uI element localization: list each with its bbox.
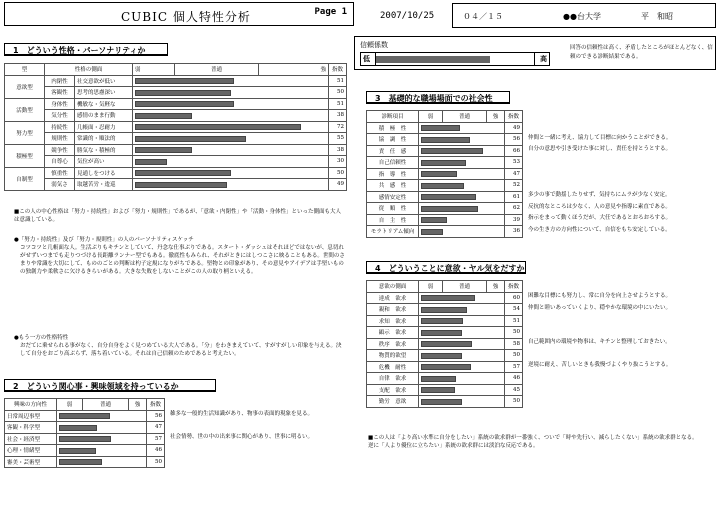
item-cell: 物質的欲望: [367, 350, 419, 362]
table-row: [367, 191, 523, 203]
item-cell: 共 感 性: [367, 180, 419, 192]
col-index: 指数: [505, 111, 523, 123]
trait-desc-cell: 几帳面・忍耐力: [75, 121, 133, 133]
row-comment: 今の生き方の方向性について、自信をもち安定している。: [528, 226, 671, 233]
trait-cell: 慎重性: [45, 167, 75, 179]
bar-cell: [419, 350, 505, 362]
score-bar: [135, 170, 231, 176]
score-bar: [421, 148, 483, 154]
trait-desc-cell: 取越苦労・逡巡: [75, 179, 133, 191]
score-bar: [135, 182, 227, 188]
reliability-meter: [360, 52, 550, 66]
score-bar: [421, 341, 472, 347]
index-cell: 50: [505, 350, 523, 362]
score-bar: [421, 171, 457, 177]
table-row: [5, 144, 347, 156]
motivation-table: [366, 280, 523, 408]
col-strong: 強: [487, 111, 505, 123]
bar-cell: [57, 445, 147, 457]
index-cell: 38: [329, 110, 347, 122]
index-cell: 58: [505, 338, 523, 350]
index-cell: 53: [505, 157, 523, 169]
index-cell: 51: [329, 98, 347, 110]
bar-cell: [419, 168, 505, 180]
row-comment: [528, 121, 718, 133]
col-normal: 普通: [83, 399, 129, 411]
index-cell: 55: [329, 133, 347, 145]
bar-cell: [419, 327, 505, 339]
examinee-school: ●●台大学: [563, 12, 601, 21]
table-row: [367, 396, 523, 408]
score-bar: [59, 448, 96, 454]
row-comment: [528, 314, 718, 326]
item-cell: 自 主 性: [367, 214, 419, 226]
item-cell: 親和 欲求: [367, 304, 419, 316]
table-row: [5, 133, 347, 145]
report-title-box: [4, 2, 354, 26]
section4-title: 4 どういうことに意欲・ヤル気をだすか: [366, 261, 526, 274]
personality-table: [4, 63, 347, 191]
col-strong: 強: [487, 281, 505, 293]
score-bar: [59, 436, 111, 442]
index-cell: 57: [147, 433, 165, 445]
item-cell: 感情安定性: [367, 191, 419, 203]
item-cell: 審美・芸術型: [5, 456, 57, 468]
item-cell: 顕示 欲求: [367, 327, 419, 339]
row-comment: 仲間と一緒に考え、協力して目標に向かうことができる。: [528, 134, 672, 141]
page-number: Page 1: [314, 7, 347, 17]
row-comment: [170, 444, 350, 456]
examinee-box: [452, 3, 716, 28]
trait-cell: 内閉性: [45, 75, 75, 87]
score-bar: [421, 137, 470, 143]
col-category: 興味の方向性: [5, 399, 57, 411]
table-row: [367, 350, 523, 362]
row-comment: [528, 167, 718, 179]
table-header-row: [5, 64, 347, 76]
score-bar: [135, 147, 192, 153]
reliability-low: 低: [363, 54, 370, 63]
score-bar: [421, 364, 471, 370]
examinee-id: ０４／１５: [463, 12, 503, 21]
score-bar: [135, 136, 246, 142]
index-cell: 47: [505, 168, 523, 180]
item-cell: 達成 欲求: [367, 292, 419, 304]
table-row: [367, 373, 523, 385]
trait-desc-cell: 社交意欲が低い: [75, 75, 133, 87]
bar-cell: [133, 144, 329, 156]
bar-cell: [419, 180, 505, 192]
trait-cell: 弱気さ: [45, 179, 75, 191]
table-row: [367, 203, 523, 215]
bar-cell: [419, 315, 505, 327]
item-cell: 勤労 意欲: [367, 396, 419, 408]
index-cell: 30: [329, 156, 347, 168]
bar-cell: [419, 384, 505, 396]
trait-desc-cell: 思考的思慮深い: [75, 87, 133, 99]
score-bar: [421, 194, 476, 200]
score-bar: [59, 459, 102, 465]
row-comment: 社会情勢、世の中の出来事に関心があり、世事に明るい。: [170, 434, 314, 440]
bar-cell: [419, 203, 505, 215]
item-cell: 日常周辺事型: [5, 410, 57, 422]
table-row: [367, 292, 523, 304]
trait-cell: 持続性: [45, 121, 75, 133]
index-cell: 47: [147, 422, 165, 434]
section1-summary: ■この人の中心性格は「努力・持続性」および「努力・規則性」であるが、「意欲・内閉性」や「活動・身体性」といった側面も大人は意識している。: [14, 209, 341, 223]
table-row: [367, 315, 523, 327]
score-bar: [135, 78, 234, 84]
type-cell: 積極型: [5, 144, 45, 167]
row-comment: 雑多な一般的生活知識があり、物事の表面的現象を見る。: [170, 411, 314, 417]
trait-desc-cell: 勝気な・積極的: [75, 144, 133, 156]
table-row: [5, 110, 347, 122]
examinee-name: 平 和昭: [641, 12, 673, 21]
index-cell: 46: [505, 373, 523, 385]
bar-cell: [419, 361, 505, 373]
trait-cell: 競争性: [45, 144, 75, 156]
table-row: [367, 157, 523, 169]
bar-cell: [419, 145, 505, 157]
row-comment: [170, 421, 350, 433]
score-bar: [421, 206, 478, 212]
bar-cell: [57, 422, 147, 434]
index-cell: 49: [505, 122, 523, 134]
score-bar: [135, 101, 234, 107]
score-bar: [59, 413, 110, 419]
index-cell: 61: [505, 191, 523, 203]
trait-cell: 身体性: [45, 98, 75, 110]
score-bar: [135, 90, 231, 96]
table-row: [367, 304, 523, 316]
table-row: [367, 145, 523, 157]
row-comment: [528, 326, 718, 338]
report-title: CUBIC 個人特性分析: [121, 10, 251, 24]
bar-cell: [133, 110, 329, 122]
table-row: [367, 384, 523, 396]
item-cell: モラトリアム傾向: [367, 226, 419, 238]
index-cell: 66: [505, 145, 523, 157]
score-bar: [421, 376, 456, 382]
item-cell: 協 調 性: [367, 134, 419, 146]
type-cell: 自制型: [5, 167, 45, 190]
table-header-row: [367, 281, 523, 293]
bar-cell: [419, 134, 505, 146]
table-row: [5, 121, 347, 133]
bar-cell: [133, 75, 329, 87]
row-comment: [528, 179, 718, 191]
table-row: [5, 167, 347, 179]
table-row: [367, 168, 523, 180]
table-row: [5, 445, 165, 457]
table-row: [5, 75, 347, 87]
item-cell: 責 任 感: [367, 145, 419, 157]
reliability-fill: [376, 56, 490, 63]
row-comment: [528, 372, 718, 384]
table-row: [5, 156, 347, 168]
index-cell: 60: [505, 292, 523, 304]
score-bar: [421, 183, 464, 189]
score-bar: [421, 399, 462, 405]
table-row: [367, 134, 523, 146]
table-row: [367, 327, 523, 339]
bar-cell: [57, 433, 147, 445]
trait-cell: 客観性: [45, 87, 75, 99]
score-bar: [421, 307, 467, 313]
index-cell: 50: [329, 167, 347, 179]
col-item: 診断項目: [367, 111, 419, 123]
index-cell: 45: [505, 384, 523, 396]
row-comment: 自分の意思や引き受けた事に対し、責任を持とうとする。: [528, 146, 672, 152]
bar-cell: [419, 122, 505, 134]
score-bar: [421, 295, 475, 301]
table-row: [5, 456, 165, 468]
index-cell: 56: [147, 410, 165, 422]
trait-desc-cell: 機敏な・気軽な: [75, 98, 133, 110]
score-bar: [135, 124, 301, 130]
index-cell: 46: [147, 445, 165, 457]
index-cell: 39: [505, 214, 523, 226]
trait-desc-cell: 見通しをつける: [75, 167, 133, 179]
row-comment: [528, 156, 718, 168]
trait-desc-cell: 気位が高い: [75, 156, 133, 168]
sociality-table: [366, 110, 523, 238]
index-cell: 38: [329, 144, 347, 156]
col-strong: 強: [259, 64, 329, 76]
bar-cell: [419, 396, 505, 408]
bar-cell: [419, 373, 505, 385]
row-comment: 多少の事で動揺したりせず、気持ちにムラが少なく安定。: [528, 192, 671, 198]
item-cell: 危機 耐性: [367, 361, 419, 373]
table-row: [367, 361, 523, 373]
row-comment: 困難な目標にも努力し、常に自分を向上させようとする。: [528, 293, 672, 299]
table-row: [5, 87, 347, 99]
row-comment: [170, 455, 350, 467]
col-strong: 強: [129, 399, 147, 411]
table-row: [367, 226, 523, 238]
row-comment: 反抗的なところは少なく、人の意見や指導に素直である。: [528, 203, 671, 210]
table-header-row: [5, 399, 165, 411]
col-weak: 弱: [57, 399, 83, 411]
score-bar: [421, 318, 463, 324]
item-cell: 客観・科学型: [5, 422, 57, 434]
bar-cell: [57, 410, 147, 422]
index-cell: 57: [505, 361, 523, 373]
item-cell: 秩序 欲求: [367, 338, 419, 350]
trait-cell: 自尊心: [45, 156, 75, 168]
row-comment: 指示をまって動くほうだが、大任であるとおろおろする。: [528, 215, 672, 221]
col-type: 型: [5, 64, 45, 76]
index-cell: 62: [505, 203, 523, 215]
bar-cell: [133, 167, 329, 179]
index-cell: 51: [329, 75, 347, 87]
bar-cell: [133, 156, 329, 168]
row-comment: 仲間と睦いあっていくより、穏やかな環境の中にいたい。: [528, 304, 671, 311]
item-cell: 心理・情緒型: [5, 445, 57, 457]
score-bar: [421, 353, 462, 359]
bar-cell: [419, 292, 505, 304]
bar-cell: [419, 214, 505, 226]
table-row: [5, 98, 347, 110]
trait-cell: 気分性: [45, 110, 75, 122]
table-header-row: [367, 111, 523, 123]
index-cell: 56: [505, 134, 523, 146]
score-bar: [421, 217, 447, 223]
score-bar: [59, 425, 97, 431]
reliability-high: 高: [540, 54, 547, 63]
col-normal: 普通: [443, 281, 487, 293]
bar-cell: [133, 179, 329, 191]
bar-cell: [133, 121, 329, 133]
section3-title: 3 基礎的な職場場面での社会性: [366, 91, 510, 104]
item-cell: 社会・経済型: [5, 433, 57, 445]
bar-cell: [419, 157, 505, 169]
bar-cell: [133, 87, 329, 99]
bar-cell: [419, 338, 505, 350]
score-bar: [135, 159, 167, 165]
section1-title: 1 どういう性格・パーソナリティか: [4, 43, 168, 56]
col-index: 指数: [147, 399, 165, 411]
type-cell: 意欲型: [5, 75, 45, 98]
reliability-text: 回答の信頼性は高く、矛盾したところがほとんどなく、信頼のできる診断結果である。: [570, 45, 713, 60]
section2-title: 2 どういう関心事・興味領域を持っているか: [4, 379, 216, 392]
item-cell: 求知 欲求: [367, 315, 419, 327]
index-cell: 50: [147, 456, 165, 468]
score-bar: [421, 125, 460, 131]
item-cell: 自己信頼性: [367, 157, 419, 169]
sketch-body: コツコツと几帳面な人。生活ぶりもキチンとしていて、丹念な仕事ぶりである。スタート・ダッシュはそれほどではないが、息切れがせずいつまでも走りつづける長距離ランナー型でもある。徹底性もみられ、それがときにはしつこさに映ることもある。世間のさまりや常識を大切にして、もののごとの判断は杓子定規になりがちである。堅物との印象があり、その意見やアイデアは手堅いものの独創力や柔軟さに欠けるきらいがある。大きな失敗をしないことがこの人の取り柄といえる。: [20, 245, 345, 275]
row-comment: [528, 349, 718, 361]
col-normal: 普通: [175, 64, 259, 76]
item-cell: 支配 欲求: [367, 384, 419, 396]
trait-desc-cell: 感情のまま行動: [75, 110, 133, 122]
index-cell: 50: [329, 87, 347, 99]
col-item: 意欲の側面: [367, 281, 419, 293]
table-row: [5, 422, 165, 434]
type-cell: 努力型: [5, 121, 45, 144]
secondary-title: ●もう一方の性格特性: [14, 335, 69, 341]
col-index: 指数: [329, 64, 347, 76]
bar-cell: [419, 191, 505, 203]
trait-desc-cell: 常識的・順法的: [75, 133, 133, 145]
row-comment: [528, 395, 718, 407]
index-cell: 72: [329, 121, 347, 133]
col-weak: 弱: [133, 64, 175, 76]
table-row: [5, 433, 165, 445]
row-comment: 自己範囲内の環境や物事は、キチンと整理しておきたい。: [528, 339, 671, 345]
table-row: [5, 410, 165, 422]
interest-table: [4, 398, 165, 468]
report-date: 2007/10/25: [380, 11, 435, 21]
score-bar: [421, 229, 443, 235]
row-comment: [528, 383, 718, 395]
table-row: [5, 179, 347, 191]
item-cell: 積 極 性: [367, 122, 419, 134]
col-normal: 普通: [443, 111, 487, 123]
index-cell: 50: [505, 396, 523, 408]
row-comment: 逆境に耐え、苦しいときも我慢づよくやり抜こうとする。: [528, 362, 672, 368]
col-weak: 弱: [419, 281, 443, 293]
secondary-body: おだてに乗せられる事がなく、自分自身をよく見つめている大人である。「分」をわきまえていて、すがすがしい印象を与える。決して自分をおごり高ぶらず、落ち着いている。それは自己信頼のためであると考えたい。: [20, 343, 342, 357]
score-bar: [421, 330, 462, 336]
bar-cell: [419, 226, 505, 238]
bar-cell: [57, 456, 147, 468]
score-bar: [421, 387, 455, 393]
table-row: [367, 214, 523, 226]
col-trait: 性格の側面: [45, 64, 133, 76]
trait-cell: 規則性: [45, 133, 75, 145]
col-weak: 弱: [419, 111, 443, 123]
table-row: [367, 338, 523, 350]
bar-cell: [419, 304, 505, 316]
table-row: [367, 122, 523, 134]
index-cell: 51: [505, 315, 523, 327]
section4-summary: ■この人は「より高い水準に自分をしたい」系統の欲求群が一番強く、ついで「時や先行い、減らしたくない」系統の欲求群となる。逆に「人より優位に立ちたい」系統の欲求群には淡泊な反応である。: [368, 435, 698, 449]
sketch-title: ●「努力・持続性」及び「努力・規則性」の人のパーソナリティスケッチ: [14, 237, 194, 243]
item-cell: 従 順 性: [367, 203, 419, 215]
index-cell: 36: [505, 226, 523, 238]
table-row: [367, 180, 523, 192]
item-cell: 指 導 性: [367, 168, 419, 180]
index-cell: 49: [329, 179, 347, 191]
bar-cell: [133, 98, 329, 110]
reliability-label: 信頼係数: [360, 41, 388, 49]
index-cell: 52: [505, 180, 523, 192]
bar-cell: [133, 133, 329, 145]
score-bar: [135, 113, 192, 119]
type-cell: 活動型: [5, 98, 45, 121]
score-bar: [421, 160, 466, 166]
index-cell: 54: [505, 304, 523, 316]
col-index: 指数: [505, 281, 523, 293]
item-cell: 自律 欲求: [367, 373, 419, 385]
index-cell: 50: [505, 327, 523, 339]
